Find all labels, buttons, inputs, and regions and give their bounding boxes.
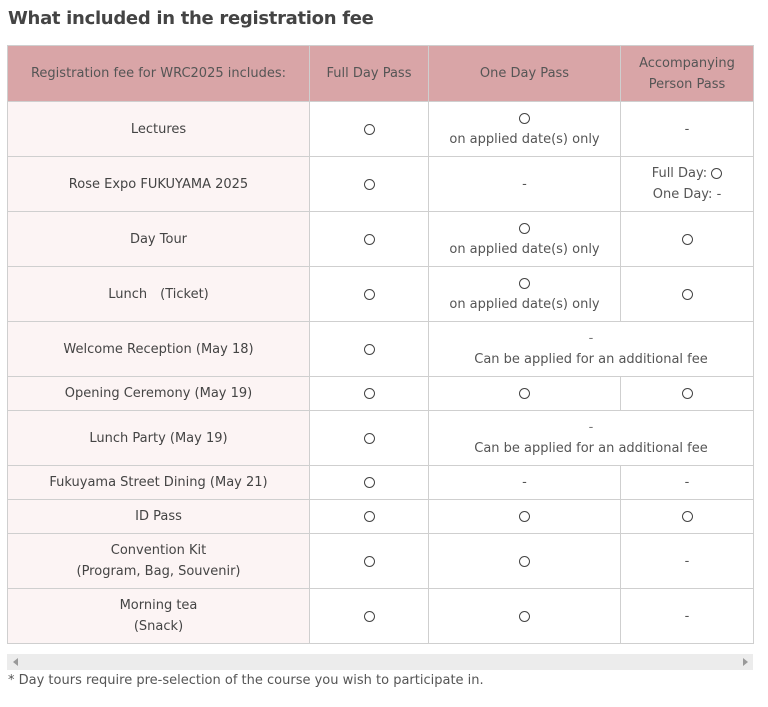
cell-full-day: [310, 377, 429, 411]
cell-full-day: [310, 466, 429, 500]
table-row: [8, 589, 754, 644]
not-included-mark: -: [588, 331, 594, 346]
scroll-right-arrow-icon[interactable]: [737, 654, 753, 670]
full-day-label: Full Day:: [651, 166, 708, 181]
one-day-label: One Day:: [652, 187, 713, 202]
included-circle-icon: [364, 289, 375, 300]
row-label-line1: Convention Kit: [110, 543, 207, 558]
row-label: Lunch (Ticket): [8, 267, 310, 322]
included-circle-icon: [682, 289, 693, 300]
row-label: Fukuyama Street Dining (May 21): [8, 466, 310, 500]
included-circle-icon: [519, 223, 530, 234]
footnote: * Day tours require pre-selection of the course you wish to participate in.: [8, 673, 484, 688]
header-accompanying-line2: Person Pass: [648, 76, 726, 92]
cell-accompanying: -: [621, 589, 754, 644]
cell-one-day: [429, 102, 621, 157]
cell-full-day: [310, 212, 429, 267]
table-row: [8, 466, 754, 500]
table-row: [8, 212, 754, 267]
applied-dates-note: on applied date(s) only: [449, 242, 600, 257]
cell-full-day: [310, 102, 429, 157]
cell-full-day: [310, 500, 429, 534]
cell-accompanying: -: [621, 102, 754, 157]
included-circle-icon: [711, 168, 722, 179]
row-label: Rose Expo FUKUYAMA 2025: [8, 157, 310, 212]
table-row: [8, 500, 754, 534]
cell-one-day: [429, 500, 621, 534]
included-circle-icon: [364, 388, 375, 399]
header-full-day-pass: Full Day Pass: [310, 46, 429, 102]
included-circle-icon: [519, 611, 530, 622]
table-row: [8, 534, 754, 589]
row-label: Welcome Reception (May 18): [8, 322, 310, 377]
cell-full-day: [310, 322, 429, 377]
cell-accompanying: [621, 377, 754, 411]
row-label-line2: (Program, Bag, Souvenir): [76, 564, 241, 579]
cell-one-day: [429, 534, 621, 589]
included-circle-icon: [364, 611, 375, 622]
header-accompanying-line1: Accompanying: [639, 55, 735, 71]
included-circle-icon: [519, 113, 530, 124]
included-circle-icon: [519, 556, 530, 567]
table-row: [8, 102, 754, 157]
cell-full-day: [310, 157, 429, 212]
horizontal-scrollbar[interactable]: [7, 654, 753, 670]
cell-accompanying: [621, 212, 754, 267]
included-circle-icon: [364, 179, 375, 190]
row-label: Opening Ceremony (May 19): [8, 377, 310, 411]
scroll-left-arrow-icon[interactable]: [7, 654, 23, 670]
included-circle-icon: [682, 511, 693, 522]
cell-one-day-and-accompanying: [429, 411, 754, 466]
included-circle-icon: [364, 477, 375, 488]
included-circle-icon: [364, 556, 375, 567]
table-header-row: [8, 46, 754, 102]
row-label: [8, 589, 310, 644]
header-one-day-pass: One Day Pass: [429, 46, 621, 102]
included-circle-icon: [364, 344, 375, 355]
included-circle-icon: [519, 388, 530, 399]
applied-dates-note: on applied date(s) only: [449, 297, 600, 312]
row-label: Lectures: [8, 102, 310, 157]
table-row: [8, 411, 754, 466]
cell-one-day: -: [429, 466, 621, 500]
additional-fee-note: Can be applied for an additional fee: [474, 441, 708, 456]
cell-full-day: [310, 267, 429, 322]
cell-one-day: [429, 589, 621, 644]
not-included-mark: -: [716, 187, 722, 202]
table-row: [8, 322, 754, 377]
included-circle-icon: [364, 234, 375, 245]
table-row: [8, 377, 754, 411]
cell-one-day: [429, 267, 621, 322]
row-label: Day Tour: [8, 212, 310, 267]
cell-accompanying: [621, 267, 754, 322]
cell-accompanying: [621, 500, 754, 534]
row-label: ID Pass: [8, 500, 310, 534]
included-circle-icon: [682, 388, 693, 399]
included-circle-icon: [519, 511, 530, 522]
section-title: What included in the registration fee: [8, 8, 374, 29]
included-circle-icon: [364, 124, 375, 135]
included-circle-icon: [364, 433, 375, 444]
row-label-line2: (Snack): [133, 619, 184, 634]
included-circle-icon: [364, 511, 375, 522]
row-label-line1: Morning tea: [119, 598, 198, 613]
included-circle-icon: [682, 234, 693, 245]
cell-accompanying: -: [621, 534, 754, 589]
cell-full-day: [310, 589, 429, 644]
cell-one-day-and-accompanying: [429, 322, 754, 377]
cell-full-day: [310, 534, 429, 589]
table-row: [8, 267, 754, 322]
cell-one-day: [429, 377, 621, 411]
row-label: [8, 534, 310, 589]
cell-accompanying: [621, 157, 754, 212]
applied-dates-note: on applied date(s) only: [449, 132, 600, 147]
header-item: Registration fee for WRC2025 includes:: [8, 46, 310, 102]
additional-fee-note: Can be applied for an additional fee: [474, 352, 708, 367]
cell-full-day: [310, 411, 429, 466]
header-accompanying-person-pass: [621, 46, 754, 102]
not-included-mark: -: [588, 420, 594, 435]
cell-accompanying: -: [621, 466, 754, 500]
registration-fee-table: [7, 45, 754, 644]
included-circle-icon: [519, 278, 530, 289]
row-label: Lunch Party (May 19): [8, 411, 310, 466]
table-row: [8, 157, 754, 212]
cell-one-day: -: [429, 157, 621, 212]
cell-one-day: [429, 212, 621, 267]
